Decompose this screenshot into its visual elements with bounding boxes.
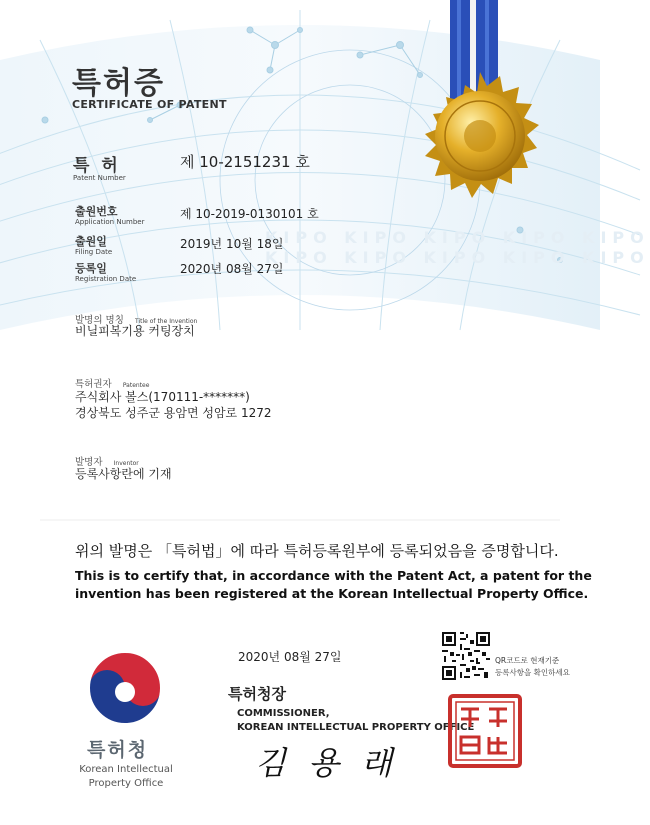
commissioner-title-ko: 특허청장 [228,685,286,703]
patent-number-label-en: Patent Number [73,174,126,182]
inventor-label: 발명자 Inventor [75,457,139,468]
commissioner-title-en-line2: KOREAN INTELLECTUAL PROPERTY OFFICE [237,722,475,733]
kipo-name-en-line2: Property Office [88,778,164,789]
patentee-address: 경상북도 성주군 용암면 성암로 1272 [75,406,272,420]
commissioner-title-en-line1: COMMISSIONER, [237,708,330,719]
patentee-name: 주식회사 볼스(170111-*******) [75,390,250,404]
application-number-value: 제 10-2019-0130101 호 [180,207,319,221]
invention-label: 발명의 명칭 Title of the Invention [75,315,198,326]
kipo-logo [85,648,165,728]
kipo-watermark: KIPO KIPO KIPO KIPO KIPO KIPO KIPO KIPO KIPO KIPO [265,228,650,267]
page-subtitle: CERTIFICATE OF PATENT [72,98,227,111]
filing-date-label: 출원일 [75,235,107,248]
filing-date-value: 2019년 10월 18일 [180,237,284,251]
kipo-name-ko: 특허청 [87,739,149,761]
commissioner-signature: 김 용 래 [255,744,399,782]
certification-en-line1: This is to certify that, in accordance with the Patent Act, a patent for the [75,568,592,583]
patent-number-value: 제 10-2151231 호 [180,153,310,171]
gold-seal [405,70,555,220]
certification-ko: 위의 발명은 「특허법」에 따라 특허등록원부에 등록되었음을 증명합니다. [75,542,559,560]
certification-en-line2: invention has been registered at the Korean Intellectual Property Office. [75,586,589,601]
patent-number-label: 특 허 [73,156,121,176]
application-number-label-en: Application Number [75,218,145,226]
page-title: 특허증 [72,66,165,101]
invention-title: 비닐피복기용 커팅장치 [75,324,195,338]
qr-note-line2: 등록사항을 확인하세요 [495,668,570,677]
registration-date-label: 등록일 [75,262,107,275]
qr-code[interactable] [440,630,492,682]
issue-date: 2020년 08월 27일 [238,650,342,664]
application-number-label: 출원번호 [75,205,118,218]
registration-date-value: 2020년 08월 27일 [180,262,284,276]
qr-note-line1: QR코드로 현재기준 [495,656,560,665]
inventor-value: 등록사항란에 기재 [75,467,172,481]
registration-date-label-en: Registration Date [75,275,137,283]
kipo-name-en-line1: Korean Intellectual [79,764,173,775]
patentee-label: 특허권자 Patentee [75,379,150,390]
filing-date-label-en: Filing Date [75,248,113,256]
official-stamp [447,693,523,769]
